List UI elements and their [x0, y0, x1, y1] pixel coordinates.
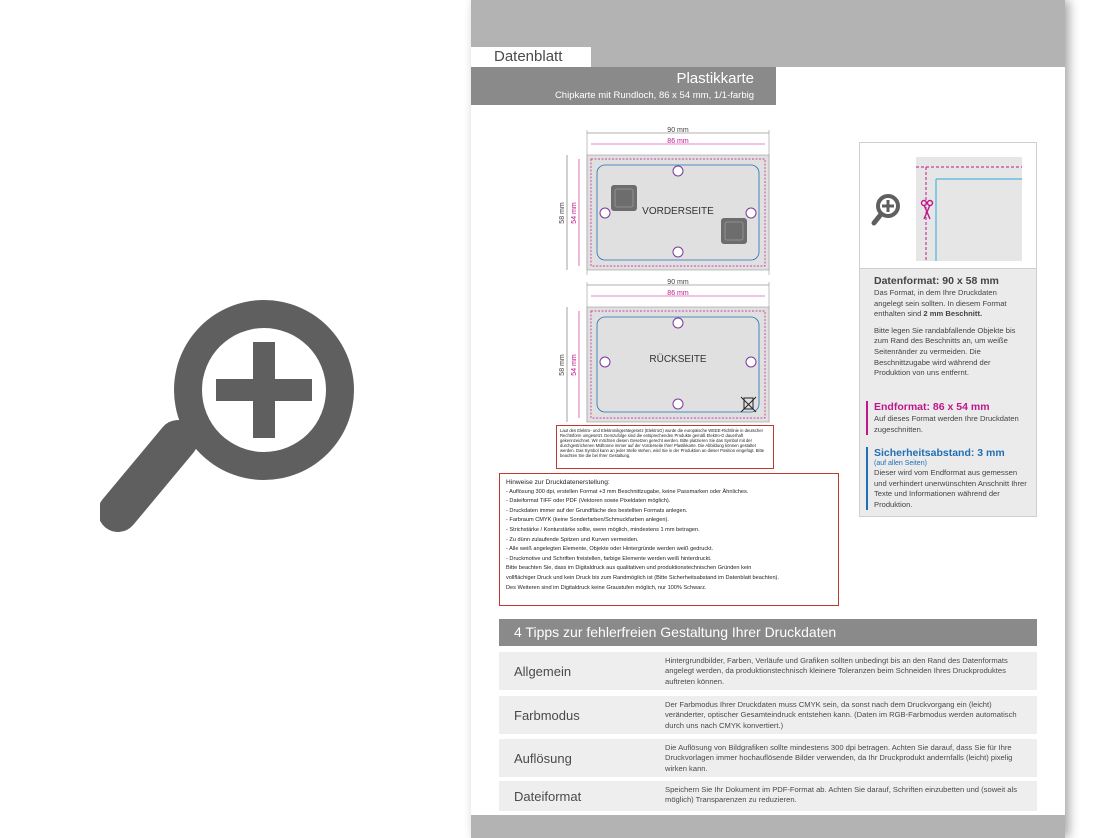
tip-row-allgemein — [499, 652, 1037, 690]
header-band — [471, 0, 1065, 47]
sicherheit-title: Sicherheitsabstand: 3 mm — [874, 447, 1005, 459]
back-width-inner: 86 mm — [667, 290, 689, 297]
notes-item: - Dateiformat TIFF oder PDF (Vektoren sowie Pixeldaten möglich). — [506, 498, 671, 505]
datasheet-page — [471, 0, 1065, 838]
notes-item: - Druckdaten immer auf der Grundfläche des bestellten Formats anlegen. — [506, 507, 688, 514]
datenformat-section — [874, 275, 1028, 379]
tip-text: Speichern Sie Ihr Dokument im PDF-Format ab. Achten Sie darauf, Schriften einzubetten und (soweit als möglich) Transparenzen zu reduzieren. — [665, 785, 1018, 805]
product-title: Plastikkarte — [676, 70, 754, 87]
notes-item: - Zu dünn zulaufende Spitzen und Kurven vermeiden. — [506, 536, 639, 543]
endformat-title: Endformat: 86 x 54 mm — [874, 401, 990, 413]
notes-item: - Farbraum CMYK (keine Sonderfarben/Schmuckfarben anlegen). — [506, 517, 669, 524]
notes-item: - Druckmotive und Schriften freistellen, farbige Elemente werden weiß hinterdruckt. — [506, 555, 712, 562]
tip-label: Farbmodus — [514, 707, 580, 723]
sicherheit-text: Dieser wird vom Endformat aus gemessen und verhindert unerwünschten Anschnitt Ihrer Texte und Informationen während der Produktion. — [874, 468, 1027, 509]
format-thumbnail-graphic — [860, 143, 1036, 268]
datenformat-text2: Bitte legen Sie randabfallende Objekte bis zum Rand des Beschnitts an, um weiße Seitenränder zu vermeiden. Die Beschnittzugabe wird während der Produktion von uns entfernt. — [874, 325, 1016, 378]
sicherheit-sub: (auf allen Seiten) — [874, 460, 927, 467]
datenformat-text: Das Format, in dem Ihre Druckdaten angelegt sein sollten. In diesem Format enthalten sind — [874, 288, 1007, 319]
format-thumbnail — [860, 143, 1036, 269]
endformat-section — [866, 401, 1028, 435]
zoom-small-icon[interactable] — [874, 194, 900, 223]
notes-item: - Auflösung 300 dpi, erstellen Format +3 mm Beschnittzugabe, keine Passmarken oder Ähnliches. — [506, 488, 749, 495]
product-subtitle: Chipkarte mit Rundloch, 86 x 54 mm, 1/1-farbig — [554, 90, 754, 101]
tip-label: Allgemein — [514, 663, 572, 679]
front-height-outer: 58 mm — [559, 202, 566, 224]
tip-text: Die Auflösung von Bildgrafiken sollte mindestens 300 dpi betragen. Achten Sie darauf, dass Sie für Ihre Druckvorlagen immer hochauflösende Bilder verwenden, da Ihr Druckprodukt andernfalls (leicht) pixelig wirken kann. — [665, 743, 1013, 773]
datenformat-title: Datenformat: 90 x 58 mm — [874, 275, 999, 287]
title-bar — [471, 67, 776, 105]
tips-heading: 4 Tipps zur fehlerfreien Gestaltung Ihrer Druckdaten — [499, 619, 1037, 646]
front-width-outer: 90 mm — [667, 127, 689, 134]
back-width-outer: 90 mm — [667, 279, 689, 286]
header-band-fill — [591, 47, 1065, 67]
notes-footer: vollflächiger Druck und kein Druck bis zum Randmöglich ist (Bitte Sicherheitsabstand im Datenblatt beachten). — [506, 574, 779, 581]
tip-row-farbmodus — [499, 696, 1037, 734]
card-diagram — [553, 125, 773, 425]
tip-text: Hintergrundbilder, Farben, Verläufe und Grafiken sollten unbedingt bis an den Rand des Datenformats angelegt werden, da produktionstechnisch kleinere Toleranzen beim Schneiden Ihres Druckproduktes auftreten können. — [665, 656, 1008, 686]
tip-label: Dateiformat — [514, 788, 582, 804]
back-label: RÜCKSEITE — [649, 354, 707, 365]
format-info-box — [859, 142, 1037, 517]
tip-label: Auflösung — [514, 750, 572, 766]
tip-text: Der Farbmodus Ihrer Druckdaten muss CMYK sein, da sonst nach dem Druckvorgang ein (leicht) veränderter, optischer Gesamteindruck entstehen kann. (Daten im RGB-Farbmodus werden automatisch durch uns nach CMYK konvertiert.) — [665, 700, 1017, 730]
front-label: VORDERSEITE — [642, 206, 714, 217]
weee-notice: Laut des Elektro- und Elektronikgerätegesetz (ElektroG) wurde die europäische WEEE-Richtlinie in deutscher Rechtsform umgesetzt. Demzufolge sind die entsprechenden Produkte gemäß Elektro-G dauerhaft gekennzeichnet. Wir möchten diesen Gesetzen gerecht werden. Bitte platzieren Sie das Symbol mit der durchgestrichenen Mülltonne immer auf der Vorderseite Ihrer Plastikkarte. Die Abbildung können gestaltet werden. Das Symbol kann an jeder Stelle stehen, wird Sie in der Produktion an dieser Position eingefügt. Bitte beachten Sie die bei Ihrer Gestaltung. — [556, 425, 774, 469]
tip-row-dateiformat — [499, 781, 1037, 811]
endformat-text: Auf dieses Format werden Ihre Druckdaten zugeschnitten. — [874, 414, 1019, 434]
notes-item: - Strichstärke / Konturstärke sollte, wenn möglich, mindestens 1 mm betragen. — [506, 526, 700, 533]
notes-footer: Des Weiteren sind im Digitaldruck keine Graustufen möglich, nur 100% Schwarz. — [506, 584, 707, 591]
front-width-inner: 86 mm — [667, 138, 689, 145]
front-height-inner: 54 mm — [571, 202, 578, 224]
datasheet-tab: Datenblatt — [471, 47, 591, 67]
back-height-inner: 54 mm — [571, 354, 578, 376]
datenformat-bold: 2 mm Beschnitt. — [923, 309, 983, 319]
notes-heading: Hinweise zur Druckdatenerstellung: — [506, 479, 610, 486]
footer-band — [471, 815, 1065, 838]
notes-item: - Alle weiß angelegten Elemente, Objekte oder Hintergründe werden weiß gedruckt. — [506, 546, 714, 553]
notes-footer: Bitte beachten Sie, dass im Digitaldruck aus qualitativen und produktionstechnischen Gründen kein — [506, 565, 752, 572]
tip-row-aufloesung — [499, 739, 1037, 777]
front-card — [559, 127, 769, 275]
sicherheit-section — [866, 447, 1028, 510]
print-notes — [499, 473, 839, 606]
zoom-in-icon[interactable] — [100, 290, 360, 550]
back-card — [559, 279, 769, 422]
back-height-outer: 58 mm — [559, 354, 566, 376]
